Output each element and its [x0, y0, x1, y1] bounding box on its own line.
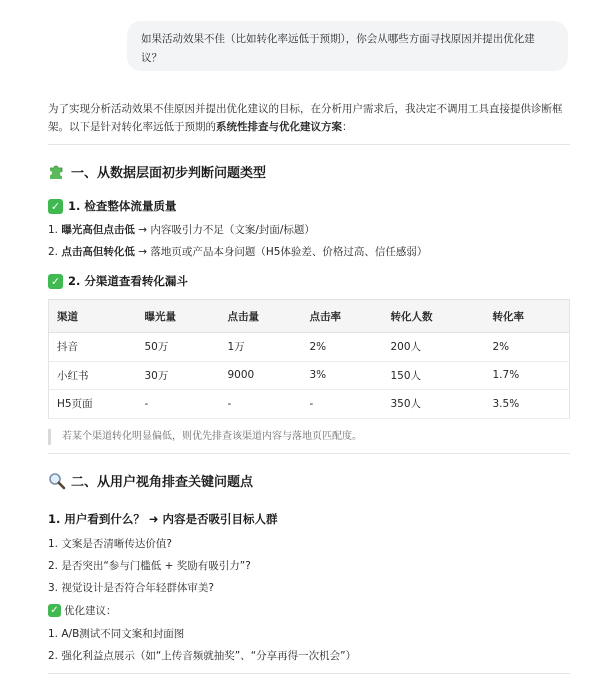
intro-paragraph: 为了实现分析活动效果不佳原因并提出优化建议的目标，在分析用户需求后，我决定不调用工具直接提供诊断框架。以下是针对转化率远低于预期的系统性排查与优化建议方案： — [48, 103, 563, 133]
table-cell: 小红书 — [49, 361, 137, 390]
table-cell: - — [302, 390, 383, 419]
user-message-text: 如果活动效果不佳（比如转化率远低于预期），你会从哪些方面寻找原因并提出优化建议？ — [141, 33, 535, 64]
check-icon: ✓ — [48, 604, 61, 617]
sub1-heading: ✓ 1. 检查整体流量质量 — [48, 197, 570, 215]
table-cell: 30万 — [137, 361, 220, 390]
table-row — [49, 333, 570, 362]
check-icon: ✓ — [48, 199, 63, 214]
table-cell: 2% — [302, 333, 383, 362]
table-cell: 1万 — [220, 333, 302, 362]
table-cell: 抖音 — [49, 333, 137, 362]
table-cell: 200人 — [383, 333, 485, 362]
check-icon: ✓ — [48, 274, 63, 289]
list-item: 1. A/B测试不同文案和封面图 — [48, 627, 185, 640]
list-item: 2. 是否突出“参与门槛低 + 奖励有吸引力”? — [48, 559, 251, 572]
section1-heading: 一、从数据层面初步判断问题类型 — [48, 160, 570, 182]
puzzle-icon — [48, 162, 66, 180]
magnifier-icon — [48, 472, 66, 490]
table-cell: 350人 — [383, 390, 485, 419]
table-row — [49, 361, 570, 390]
user-message-bubble — [127, 21, 568, 71]
table-cell: - — [220, 390, 302, 419]
table-header-row — [49, 300, 570, 333]
table-cell: 50万 — [137, 333, 220, 362]
table-cell: 2% — [485, 333, 570, 362]
list-item: 2. 点击高但转化低 → 落地页或产品本身问题（H5体验差、价格过高、信任感弱） — [48, 246, 428, 258]
table-header-cell: 转化率 — [485, 300, 570, 333]
list-item: 3. 视觉设计是否符合年轻群体审美? — [48, 581, 214, 594]
optimization-list — [48, 623, 570, 667]
table-cell: 3% — [302, 361, 383, 390]
table-cell: 3.5% — [485, 390, 570, 419]
table-cell: 150人 — [383, 361, 485, 390]
table-row — [49, 390, 570, 419]
optimization-tip-label: ✓ 优化建议： — [48, 602, 570, 620]
table-cell: 9000 — [220, 361, 302, 390]
list-item: 1. 文案是否清晰传达价值? — [48, 537, 172, 550]
table-header-cell: 转化人数 — [383, 300, 485, 333]
divider — [48, 453, 570, 454]
table-header-cell: 渠道 — [49, 300, 137, 333]
section2-sub1-heading: 1. 用户看到什么？ ➜ 内容是否吸引目标人群 — [48, 511, 278, 526]
channel-note: 若某个渠道转化明显偏低，则优先排查该渠道内容与落地页匹配度。 — [48, 429, 570, 445]
table-header-cell: 点击量 — [220, 300, 302, 333]
table-cell: 1.7% — [485, 361, 570, 390]
list-item: 2. 强化利益点展示（如“上传音频就抽奖”、“分享再得一次机会”） — [48, 649, 357, 662]
funnel-table — [48, 299, 570, 419]
content-check-list — [48, 533, 570, 599]
list-item: 1. 曝光高但点击低 → 内容吸引力不足（文案/封面/标题） — [48, 224, 315, 236]
assistant-answer — [48, 100, 570, 674]
traffic-list — [48, 219, 570, 263]
table-cell: - — [137, 390, 220, 419]
table-header-cell: 点击率 — [302, 300, 383, 333]
sub2-heading: ✓ 2. 分渠道查看转化漏斗 — [48, 272, 570, 290]
divider — [48, 144, 570, 145]
table-cell: H5页面 — [49, 390, 137, 419]
table-header-cell: 曝光量 — [137, 300, 220, 333]
divider — [48, 673, 570, 674]
section2-heading: 二、从用户视角排查关键问题点 — [48, 470, 570, 492]
